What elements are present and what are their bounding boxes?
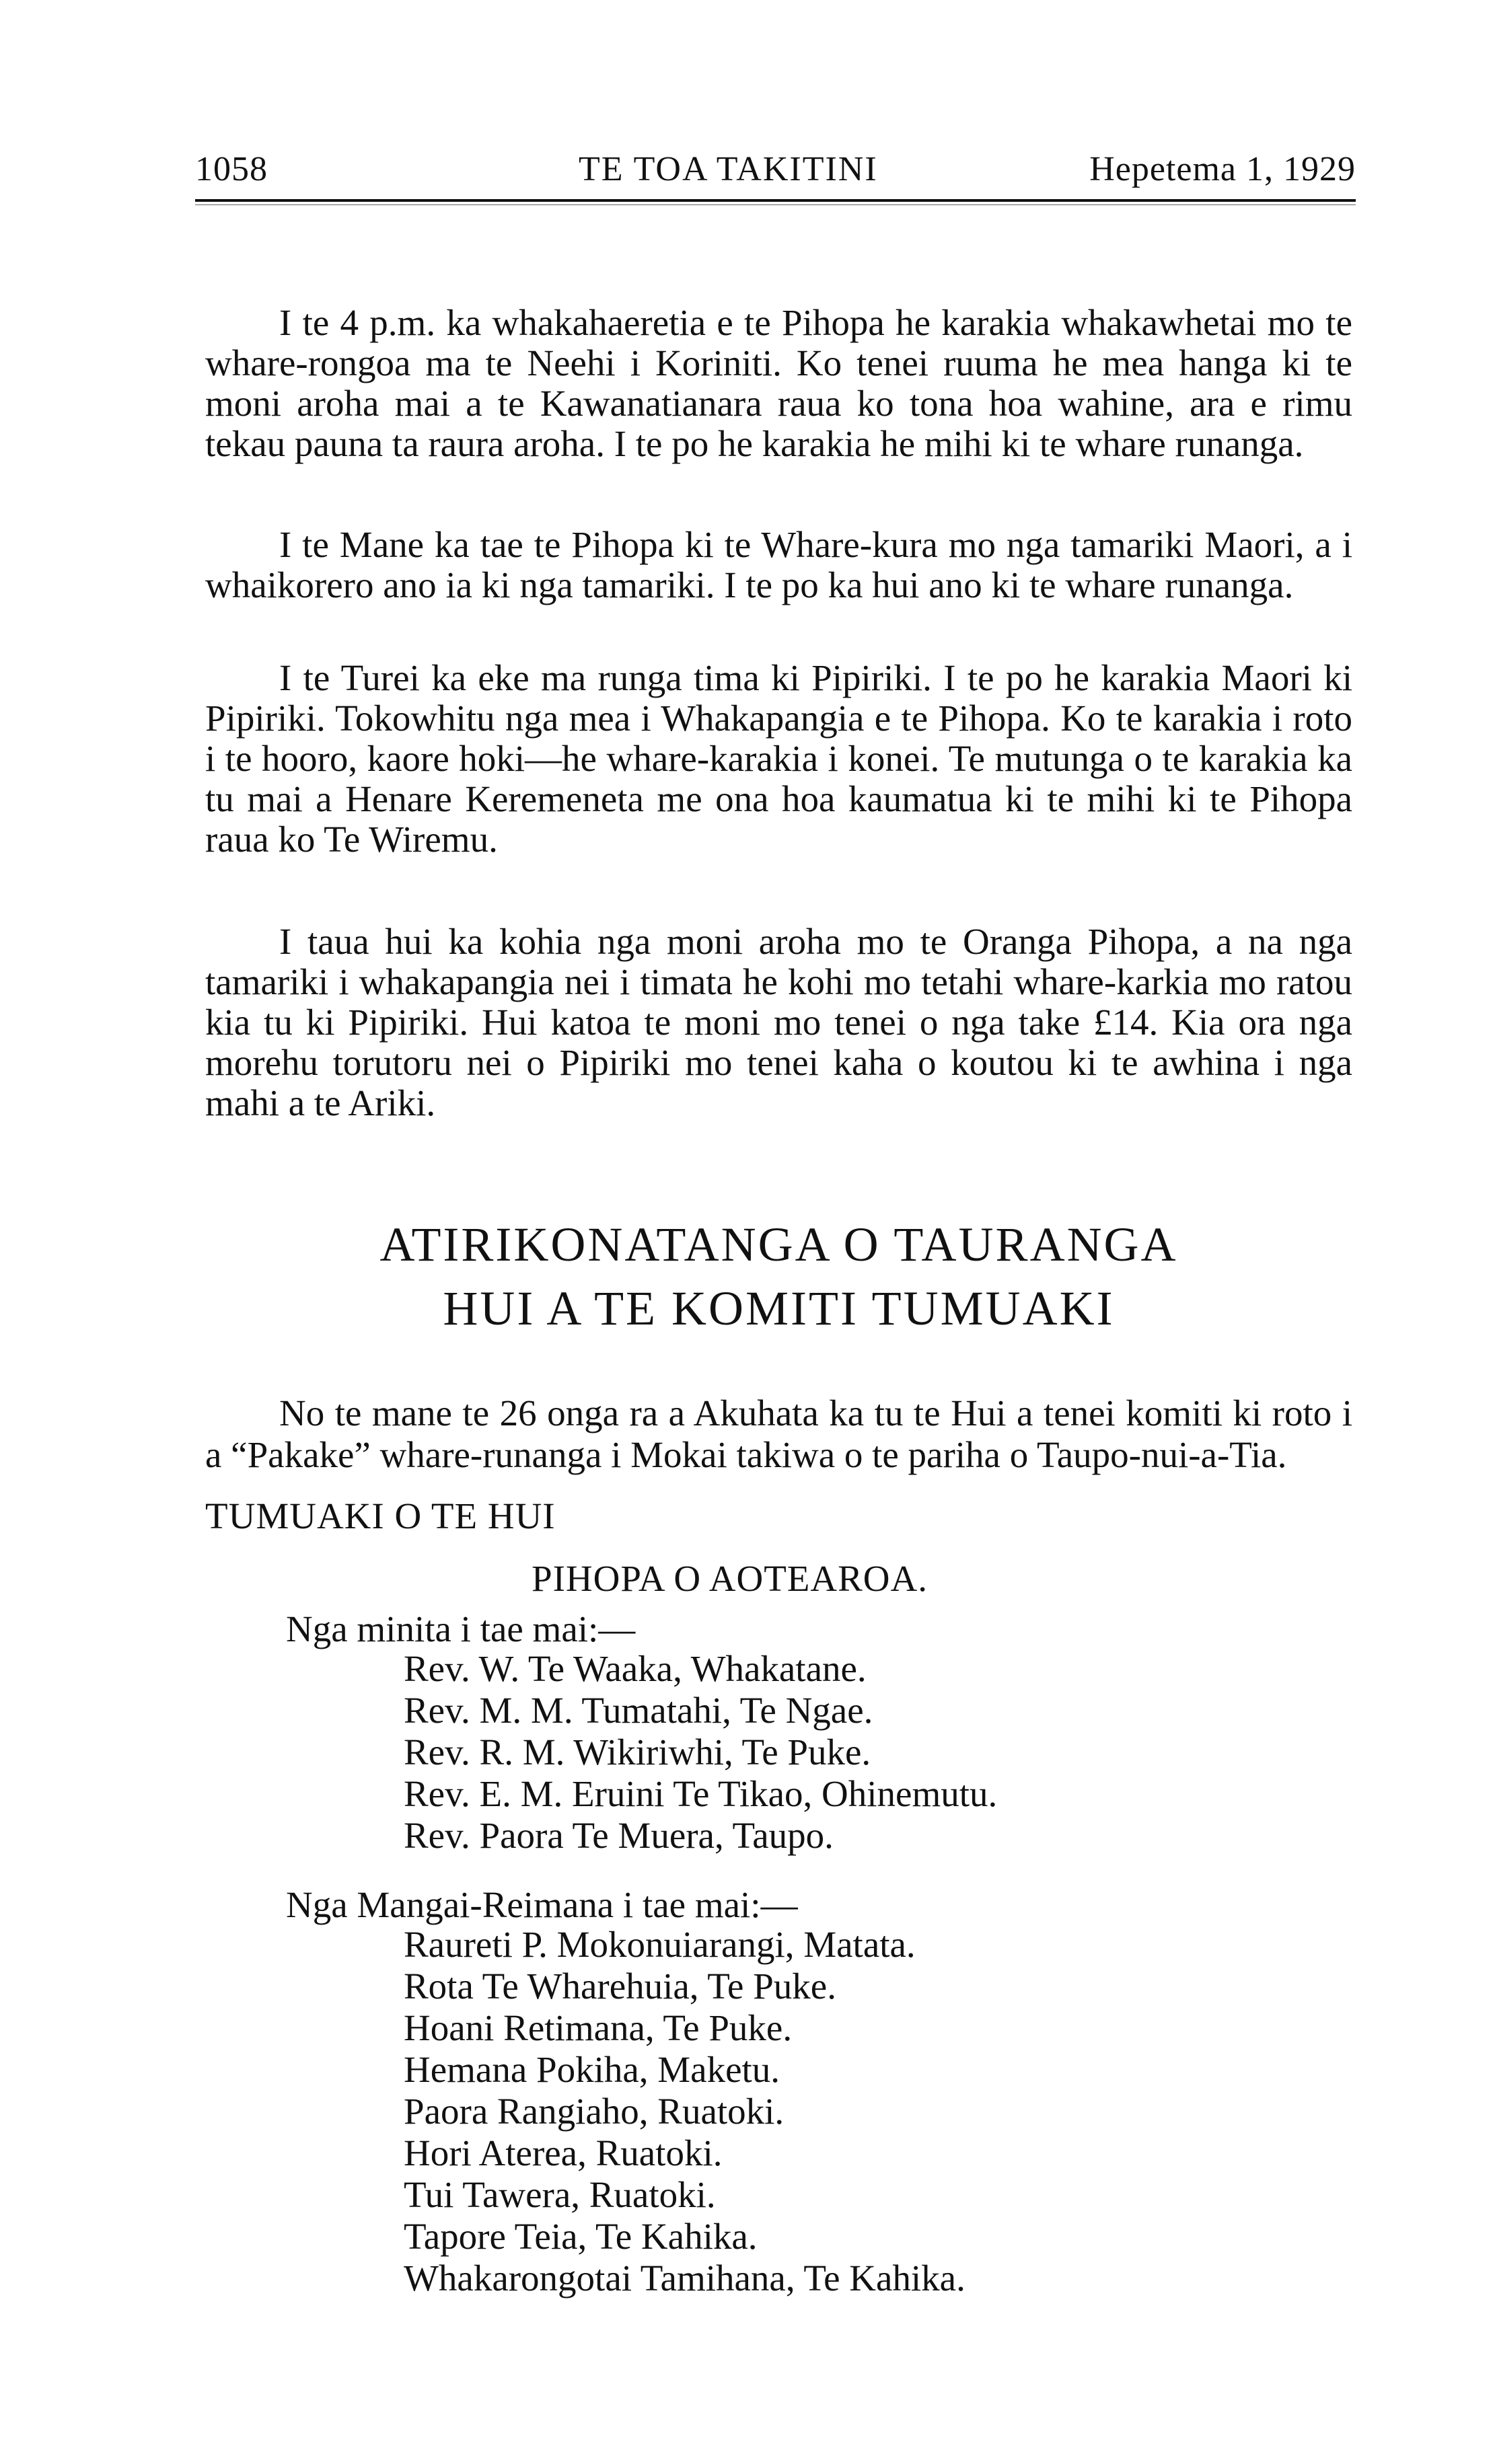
article-intro: No te mane te 26 onga ra a Akuhata ka tu te Hui a tenei komiti ki roto i a “Pakake” whare-runanga i Mokai takiwa o te pariha o Taupo-nui-a-Tia. [205, 1392, 1352, 1475]
list-item: Paora Rangiaho, Ruatoki. [404, 2091, 785, 2132]
article-title: ATIRIKONATANGA O TAURANGA [379, 1218, 1178, 1271]
list-item: Rev. R. M. Wikiriwhi, Te Puke. [404, 1731, 871, 1772]
lay-delegates-heading: Nga Mangai-Reimana i tae mai:— [286, 1884, 798, 1925]
issue-date: Hepetema 1, 1929 [1089, 150, 1356, 188]
lay-delegates-list [404, 1924, 965, 2299]
list-item: Rota Te Wharehuia, Te Puke. [404, 1966, 836, 2007]
paragraph: I te Mane ka tae te Pihopa ki te Whare-kura mo nga tamariki Maori, a i whaikorero ano ia ki nga tamariki. I te po ka hui ano ki te whare runanga. [205, 524, 1352, 605]
list-item: Raureti P. Mokonuiarangi, Matata. [404, 1924, 916, 1965]
page-header [195, 149, 1356, 203]
list-item: Rev. M. M. Tumatahi, Te Ngae. [404, 1690, 873, 1731]
list-item: Rev. Paora Te Muera, Taupo. [404, 1815, 834, 1856]
list-item: Rev. E. M. Eruini Te Tikao, Ohinemutu. [404, 1773, 998, 1814]
paragraph: I te Turei ka eke ma runga tima ki Pipiriki. I te po he karakia Maori ki Pipiriki. Tokowhitu nga mea i Whakapangia e te Pihopa. Ko te karakia i roto i te hooro, kaore hoki—he whare-karakia i konei. Te mutunga o te karakia ka tu mai a Henare Keremeneta me ona hoa kaumatua ki te mihi ki te Pihopa raua ko Te Wiremu. [205, 657, 1352, 860]
list-item: Rev. W. Te Waaka, Whakatane. [404, 1648, 867, 1689]
list-item: Tui Tawera, Ruatoki. [404, 2174, 716, 2215]
ministers-heading: Nga minita i tae mai:— [286, 1608, 636, 1649]
list-item: Hori Aterea, Ruatoki. [404, 2132, 723, 2173]
list-item: Hemana Pokiha, Maketu. [404, 2049, 780, 2090]
header-rule [195, 199, 1356, 202]
running-title: TE TOA TAKITINI [579, 150, 878, 188]
header-rule-thin [195, 204, 1356, 205]
chair-name: PIHOPA O AOTEAROA. [532, 1558, 928, 1599]
list-item: Tapore Teia, Te Kahika. [404, 2216, 758, 2257]
article-subtitle: HUI A TE KOMITI TUMUAKI [443, 1281, 1115, 1335]
page-number: 1058 [195, 150, 268, 188]
chair-heading: TUMUAKI O TE HUI [205, 1495, 556, 1536]
paragraph: I taua hui ka kohia nga moni aroha mo te Oranga Pihopa, a na nga tamariki i whakapangia nei i timata he kohi mo tetahi whare-karkia mo ratou kia tu ki Pipiriki. Hui katoa te moni mo tenei o nga take £14. Kia ora nga morehu torutoru nei o Pipiriki mo tenei kaha o koutou ki te awhina i nga mahi a te Ariki. [205, 921, 1352, 1123]
ministers-list [404, 1648, 997, 1857]
paragraph: I te 4 p.m. ka whakahaeretia e te Pihopa he karakia whakawhetai mo te whare-rongoa ma te Neehi i Koriniti. Ko tenei ruuma he mea hanga ki te moni aroha mai a te Kawanatianara raua ko tona hoa wahine, ara e rimu tekau pauna ta raura aroha. I te po he karakia he mihi ki te whare runanga. [205, 302, 1352, 464]
list-item: Whakarongotai Tamihana, Te Kahika. [404, 2257, 965, 2299]
list-item: Hoani Retimana, Te Puke. [404, 2007, 793, 2048]
